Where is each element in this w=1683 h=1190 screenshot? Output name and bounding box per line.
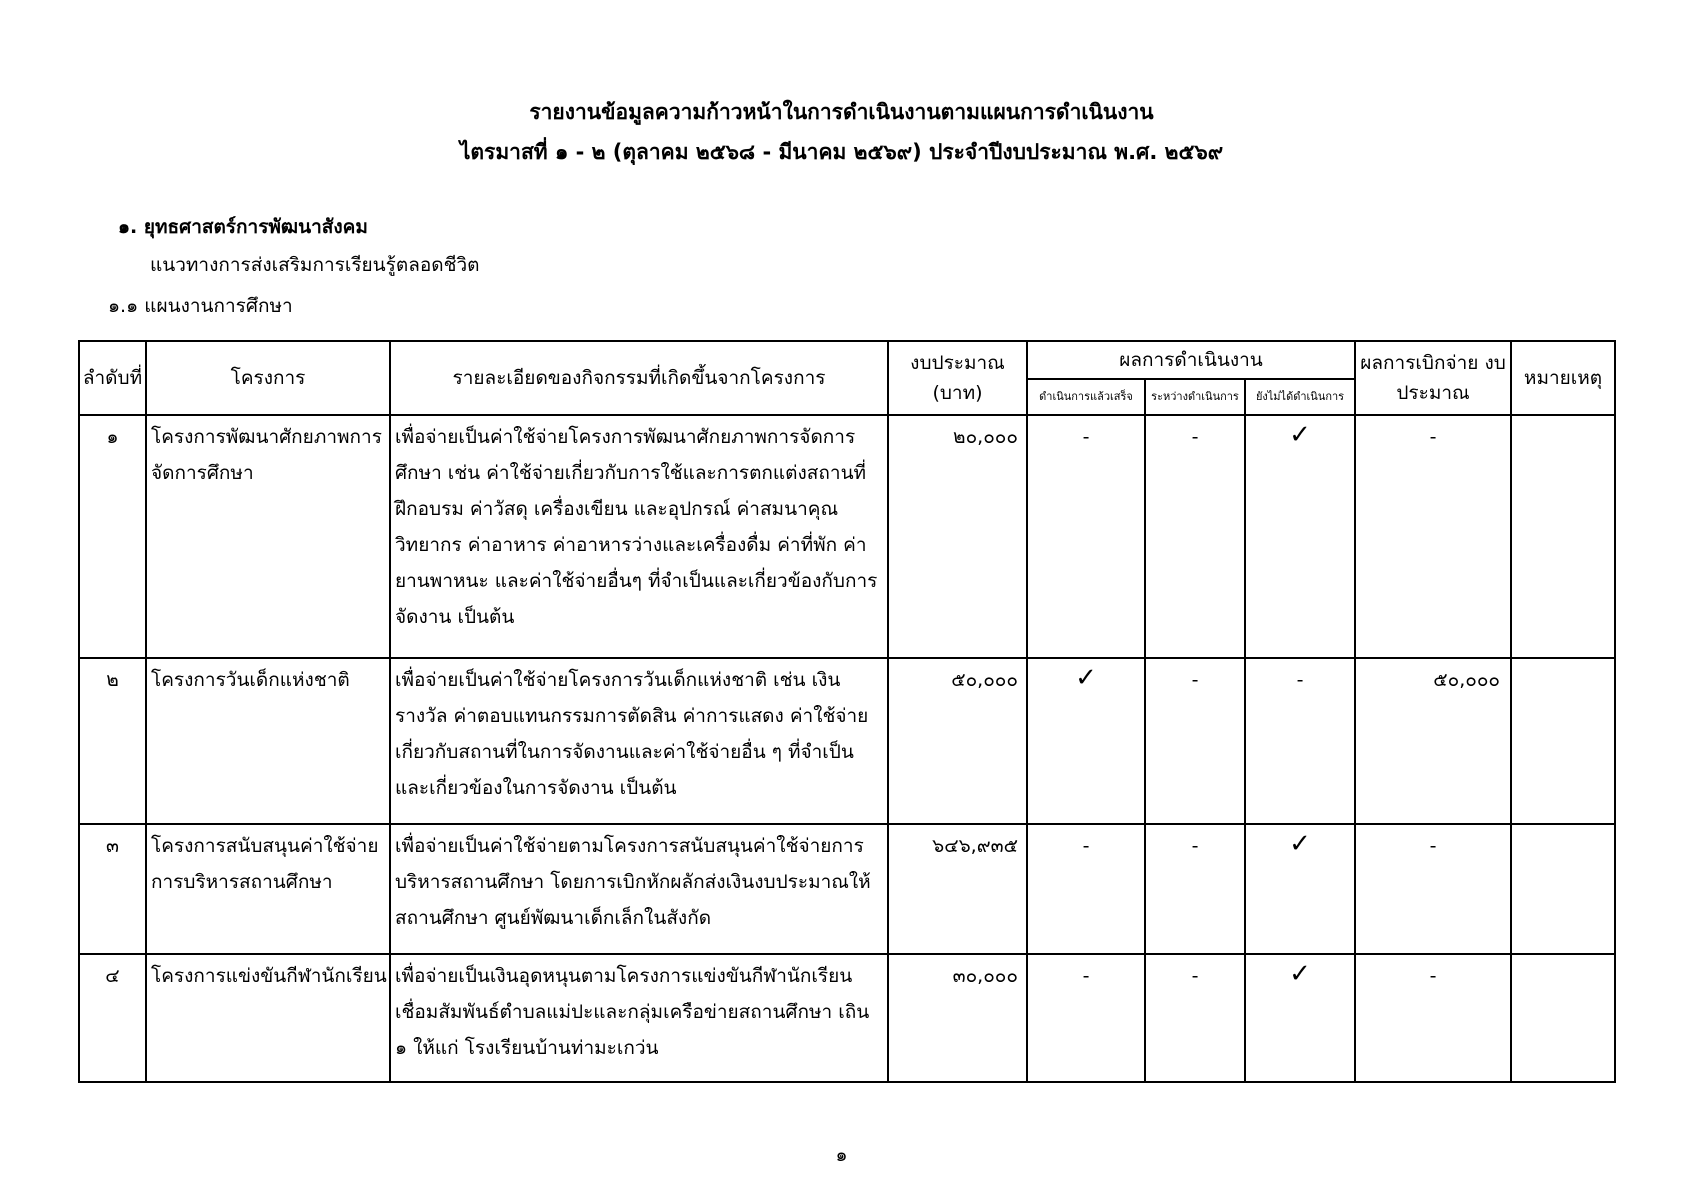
row-disbursement: - [1355, 954, 1511, 1082]
row-in-progress: - [1145, 954, 1245, 1082]
header-done: ดำเนินการแล้วเสร็จ [1027, 379, 1145, 415]
row-project: โครงการวันเด็กแห่งชาติ [146, 658, 390, 824]
row-done: - [1027, 954, 1145, 1082]
table-row [79, 954, 1615, 1082]
row-budget: ๕๐,๐๐๐ [888, 658, 1027, 824]
table-row [79, 415, 1615, 658]
plan-heading: ๑.๑ แผนงานการศึกษา [108, 295, 293, 317]
row-done [1027, 658, 1145, 824]
row-remarks [1511, 415, 1615, 658]
row-done: - [1027, 415, 1145, 658]
table-row [79, 658, 1615, 824]
row-details: เพื่อจ่ายเป็นค่าใช้จ่ายโครงการวันเด็กแห่งชาติ เช่น เงินรางวัล ค่าตอบแทนกรรมการตัดสิน ค่าการแสดง ค่าใช้จ่ายเกี่ยวกับสถานที่ในการจัดงานและค่าใช้จ่ายอื่น ๆ ที่จำเป็นและเกี่ยวข้องในการจัดงาน เป็นต้น [390, 658, 888, 824]
row-in-progress: - [1145, 824, 1245, 954]
row-in-progress: - [1145, 658, 1245, 824]
row-disbursement: - [1355, 415, 1511, 658]
row-project: โครงการแข่งขันกีฬานักเรียน [146, 954, 390, 1082]
header-project: โครงการ [146, 341, 390, 415]
header-not-started: ยังไม่ได้ดำเนินการ [1245, 379, 1355, 415]
header-no: ลำดับที่ [79, 341, 146, 415]
checkmark-icon: ✓ [1289, 829, 1311, 859]
row-no: ๓ [79, 824, 146, 954]
row-budget: ๖๔๖,๙๓๕ [888, 824, 1027, 954]
row-no: ๔ [79, 954, 146, 1082]
row-remarks [1511, 658, 1615, 824]
checkmark-icon: ✓ [1289, 959, 1311, 989]
row-done: - [1027, 824, 1145, 954]
row-project: โครงการสนับสนุนค่าใช้จ่ายการบริหารสถานศึกษา [146, 824, 390, 954]
row-remarks [1511, 824, 1615, 954]
row-disbursement: ๕๐,๐๐๐ [1355, 658, 1511, 824]
checkmark-icon: ✓ [1289, 420, 1311, 450]
row-not-started [1245, 954, 1355, 1082]
row-details: เพื่อจ่ายเป็นค่าใช้จ่ายตามโครงการสนับสนุนค่าใช้จ่ายการบริหารสถานศึกษา โดยการเบิกหักผลักส่งเงินงบประมาณให้สถานศึกษา ศูนย์พัฒนาเด็กเล็กในสังกัด [390, 824, 888, 954]
row-remarks [1511, 954, 1615, 1082]
row-no: ๒ [79, 658, 146, 824]
progress-table [78, 340, 1616, 1083]
strategy-heading: ๑. ยุทธศาสตร์การพัฒนาสังคม [118, 216, 368, 238]
header-in-progress: ระหว่างดำเนินการ [1145, 379, 1245, 415]
row-budget: ๓๐,๐๐๐ [888, 954, 1027, 1082]
row-disbursement: - [1355, 824, 1511, 954]
row-not-started [1245, 824, 1355, 954]
row-details: เพื่อจ่ายเป็นค่าใช้จ่ายโครงการพัฒนาศักยภาพการจัดการศึกษา เช่น ค่าใช้จ่ายเกี่ยวกับการใช้และการตกแต่งสถานที่ ฝึกอบรม ค่าวัสดุ เครื่องเขียน และอุปกรณ์ ค่าสมนาคุณวิทยากร ค่าอาหาร ค่าอาหารว่างและเครื่องดื่ม ค่าที่พัก ค่ายานพาหนะ และค่าใช้จ่ายอื่นๆ ที่จำเป็นและเกี่ยวข้องกับการจัดงาน เป็นต้น [390, 415, 888, 658]
guideline-text: แนวทางการส่งเสริมการเรียนรู้ตลอดชีวิต [150, 254, 480, 276]
header-budget: งบประมาณ (บาท) [888, 341, 1027, 415]
header-remarks: หมายเหตุ [1511, 341, 1615, 415]
row-budget: ๒๐,๐๐๐ [888, 415, 1027, 658]
page-number: ๑ [835, 1144, 848, 1166]
checkmark-icon: ✓ [1075, 663, 1097, 693]
report-title: รายงานข้อมูลความก้าวหน้าในการดำเนินงานตามแผนการดำเนินงาน [529, 100, 1154, 124]
row-in-progress: - [1145, 415, 1245, 658]
row-not-started [1245, 415, 1355, 658]
row-not-started: - [1245, 658, 1355, 824]
table-row [79, 824, 1615, 954]
header-disbursement: ผลการเบิกจ่าย งบประมาณ [1355, 341, 1511, 415]
header-details: รายละเอียดของกิจกรรมที่เกิดขึ้นจากโครงการ [390, 341, 888, 415]
header-results: ผลการดำเนินงาน [1027, 341, 1355, 379]
row-no: ๑ [79, 415, 146, 658]
report-period-title: ไตรมาสที่ ๑ - ๒ (ตุลาคม ๒๕๖๘ - มีนาคม ๒๕๖๙) ประจำปีงบประมาณ พ.ศ. ๒๕๖๙ [459, 140, 1224, 164]
row-details: เพื่อจ่ายเป็นเงินอุดหนุนตามโครงการแข่งขันกีฬานักเรียนเชื่อมสัมพันธ์ตำบลแม่ปะและกลุ่มเครือข่ายสถานศึกษา เถิน ๑ ให้แก่ โรงเรียนบ้านท่ามะเกว่น [390, 954, 888, 1082]
row-project: โครงการพัฒนาศักยภาพการจัดการศึกษา [146, 415, 390, 658]
